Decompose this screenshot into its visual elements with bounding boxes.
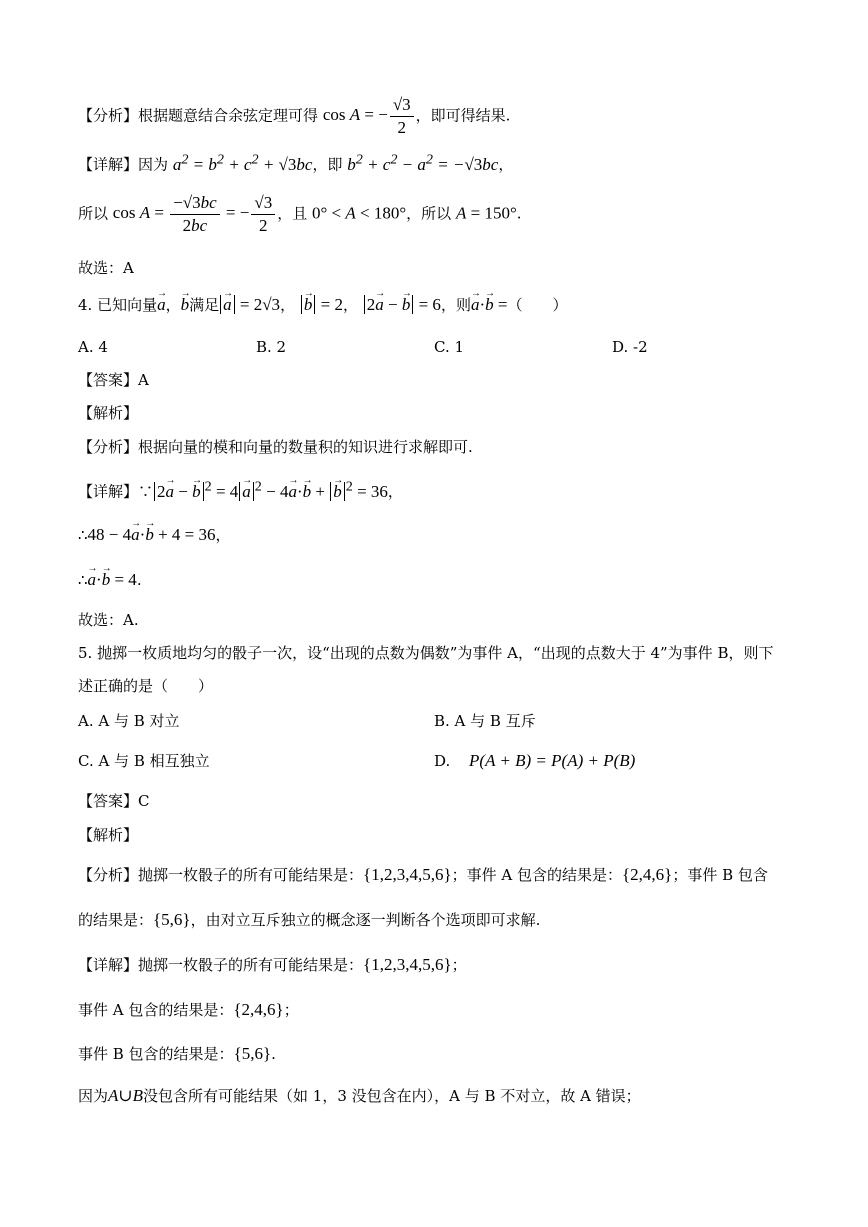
q4-detail-1: 【详解】∵ 2→ a − → b $^2$ = 4→ a $^2$ − 4→ a·→ b + → b $^2$ = 36， [78,475,403,503]
formula-norm-b: → b = 2 [300,295,343,314]
formula-rearranged: $b^2 + c^2 - a^2 = -√3bc$ [347,151,499,174]
analysis-label: 【分析】 [78,106,139,125]
q5-detail-2: 事件 A 包含的结果是：{2,4,6}； [78,1000,299,1019]
formula-prob-sum: P(A + B) = P(A) + P(B) [469,751,636,770]
analysis-line-1: 【分析】根据题意结合余弦定理可得 cos A = − $\frac{√3}{2}$ ，即可得结果. [78,95,511,137]
q5-analysis-1: 【分析】抛掷一枚骰子的所有可能结果是：{1,2,3,4,5,6}；事件 A 包含的结果是：{2,4,6}；事件 B 包含 [78,865,768,884]
q4-option-c: C. 1 [434,338,465,356]
question-5-line-2: 述正确的是（ ） [78,677,214,695]
formula-norm-a: → a = 2√3 [219,295,280,314]
formula-cosine-law: $a^2 = b^2 + c^2 + √3bc$ [172,151,313,174]
question-5-line-1: 5. 抛掷一枚质地均匀的骰子一次，设“出现的点数为偶数”为事件 A，“出现的点数大于 4”为事件 B，则下 [78,644,774,662]
formula-cosA: cos A = − $\frac{√3}{2}$ [323,105,416,124]
q5-option-d: D. P(A + B) = P(A) + P(B) [434,751,636,770]
q4-answer: 【答案】A [78,371,149,389]
q5-detail-1: 【详解】抛掷一枚骰子的所有可能结果是：{1,2,3,4,5,6}； [78,955,467,974]
q4-option-d: D. -2 [612,338,648,356]
q5-detail-4: 因为A∪B没包含所有可能结果（如 1，3 没包含在内），A 与 B 不对立，故 A 错误； [78,1086,641,1105]
q4-analysis: 【分析】根据向量的模和向量的数量积的知识进行求解即可. [78,438,473,456]
formula-dot: → a·→ b = [471,295,508,314]
q4-choice: 故选：A. [78,611,139,629]
q5-option-b: B. A 与 B 互斥 [434,712,536,730]
q4-option-b: B. 2 [256,338,287,356]
formula-norm-2a-b: 2→ a − → b = 6 [363,295,441,314]
formula-step2: 48 − 4→ a·→ b + 4 = 36 [88,525,216,544]
q4-option-a: A. 4 [78,338,108,356]
formula-cosA-value: cos A = $\frac{-√3bc}{2bc}$ = − $\frac{√3}{2}$ [113,203,277,222]
q5-detail-3: 事件 B 包含的结果是：{5,6}. [78,1044,276,1063]
formula-expand: 2→ a − → b $^2$ = 4→ a $^2$ − 4→ a·→ b + → b $^2$ = 36 [153,482,388,501]
answer-choice-3: 故选：A [78,259,134,277]
vector-b: → b [181,294,190,316]
formula-angle-value: A = 150° [455,203,517,223]
detail-line-2: 所以 cos A = $\frac{-√3bc}{2bc}$ = − $\frac{√3}{2}$ ，且 0° < A < 180°，所以 A = 150°. [78,193,522,235]
q5-jiexi: 【解析】 [78,826,139,844]
formula-step3: → a·→ b = 4 [88,570,137,589]
q4-jiexi: 【解析】 [78,404,139,422]
q4-detail-3: ∴→ a·→ b = 4. [78,569,142,591]
q5-option-c: C. A 与 B 相互独立 [78,752,210,770]
q5-option-a: A. A 与 B 对立 [78,712,180,730]
detail-line-1: 【详解】因为 $a^2 = b^2 + c^2 + √3bc$，即 $b^2 + c^2 - a^2 = -√3bc$， [78,151,514,174]
q5-answer: 【答案】C [78,792,150,810]
question-4: 4. 已知向量→ a，→ b满足→ a = 2√3， → b = 2， 2→ a − → b = 6，则→ a·→ b =（ ） [78,294,567,316]
formula-angle-range: 0° < A < 180° [312,203,407,223]
vector-a: → a [157,294,166,316]
analysis-text: 根据题意结合余弦定理可得 [138,106,319,125]
q4-detail-2: ∴48 − 4→ a·→ b + 4 = 36， [78,524,231,546]
q5-analysis-2: 的结果是：{5,6}，由对立互斥独立的概念逐一判断各个选项即可求解. [78,910,541,929]
